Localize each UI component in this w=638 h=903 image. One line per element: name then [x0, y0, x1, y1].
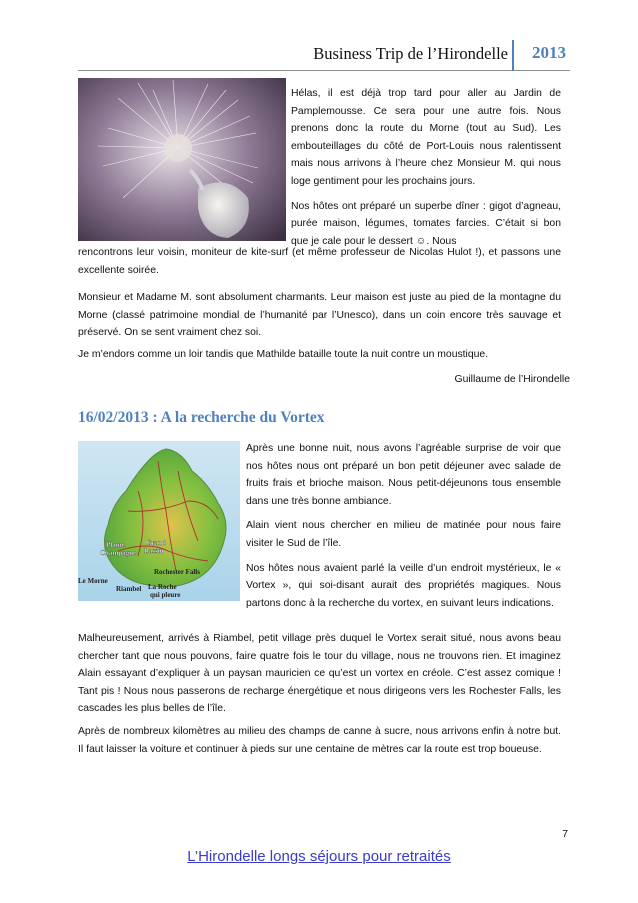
mauritius-map	[78, 441, 240, 601]
paragraph: Malheureusement, arrivés à Riambel, petit village près duquel le Vortex serait situé, nous avons beau chercher tant que nous pouvons, faire quatre fois le tour du village, nous ne trouvons rien. Et imaginez Alain essayant d’expliquer à un paysan mauricien ce qu’est un vortex en créole. C’est assez comique ! Tant pis ! Nous nous passerons de recharge énergétique et nous dirigeons vers les Rochester Falls, les cascades les plus belles de l’île.	[78, 633, 561, 715]
paragraph: Après une bonne nuit, nous avons l’agréable surprise de voir que nos hôtes nous ont préparé un bon petit déjeuner avec salade de fruits frais et brioche maison. Nous petit-déjeunons tous ensemble dans une très bonne ambiance.	[246, 443, 561, 507]
header-year: 2013	[532, 43, 566, 62]
page-header	[78, 40, 570, 71]
map-label: La Roche	[148, 583, 177, 591]
header-title: Business Trip de l’Hirondelle	[313, 44, 508, 63]
header-divider	[512, 40, 514, 71]
map-label: Rochester Falls	[154, 568, 200, 576]
paragraph: Je m’endors comme un loir tandis que Mathilde bataille toute la nuit contre un moustique.	[78, 349, 489, 360]
map-label: Grand	[146, 539, 166, 547]
footer-link[interactable]: L’Hirondelle longs séjours pour retraités	[187, 848, 451, 865]
paragraph: Nos hôtes nous avaient parlé la veille d’un endroit mystérieux, le « Vortex », qui soi-disant aurait des propriétés magiques. Nous partons donc à la recherche du vortex, en suivant leurs indications.	[246, 562, 561, 609]
paragraph: Alain vient nous chercher en milieu de matinée pour nous faire visiter le Sud de l’île.	[246, 520, 561, 549]
vortex-text-column	[246, 440, 561, 612]
map-label: Champagne	[100, 549, 137, 557]
map-label: Plaine	[106, 541, 125, 549]
paragraph: Monsieur et Madame M. sont absolument charmants. Leur maison est juste au pied de la montagne du Morne (classé patrimoine mondial de l’humanité par l’Unesco), dans un coin encore très sauvage et préservé. On se sent vraiment chez soi.	[78, 292, 561, 339]
paragraph: Après de nombreux kilomètres au milieu des champs de canne à sucre, nous arrivons enfin à notre but. Il faut laisser la voiture et continuer à pieds sur une centaine de mètres car la route est trop boueuse.	[78, 726, 561, 755]
flower-photo	[78, 78, 286, 241]
paragraph: Nos hôtes ont préparé un superbe dîner : gigot d’agneau, purée maison, légumes, tomates farcies. C’était si bon que je cale pour le dessert ☺. Nous	[291, 200, 561, 247]
map-label: Riambel	[116, 585, 142, 593]
map-label: Le Morne	[78, 577, 108, 585]
intro-text-column	[291, 85, 561, 250]
paragraph: Hélas, il est déjà trop tard pour aller au Jardin de Pamplemousse. Ce sera pour une autre fois. Nous prenons donc la route du Morne (tout au Sud). Les embouteillages du côté de Port-Louis nous ralentissent mais nous arrivons à l’heure chez Monsieur M. qui nous loge gentiment pour les prochains jours.	[291, 88, 561, 187]
section-heading: 16/02/2013 : A la recherche du Vortex	[78, 409, 325, 426]
map-label: Bassin	[144, 547, 164, 555]
signature: Guillaume de l’Hirondelle	[454, 374, 570, 385]
page-number: 7	[562, 829, 568, 840]
paragraph-continuation: rencontrons leur voisin, moniteur de kite-surf (et même professeur de Nicolas Hulot !), et passons une excellente soirée.	[78, 247, 561, 276]
map-label: qui pleure	[150, 591, 181, 599]
